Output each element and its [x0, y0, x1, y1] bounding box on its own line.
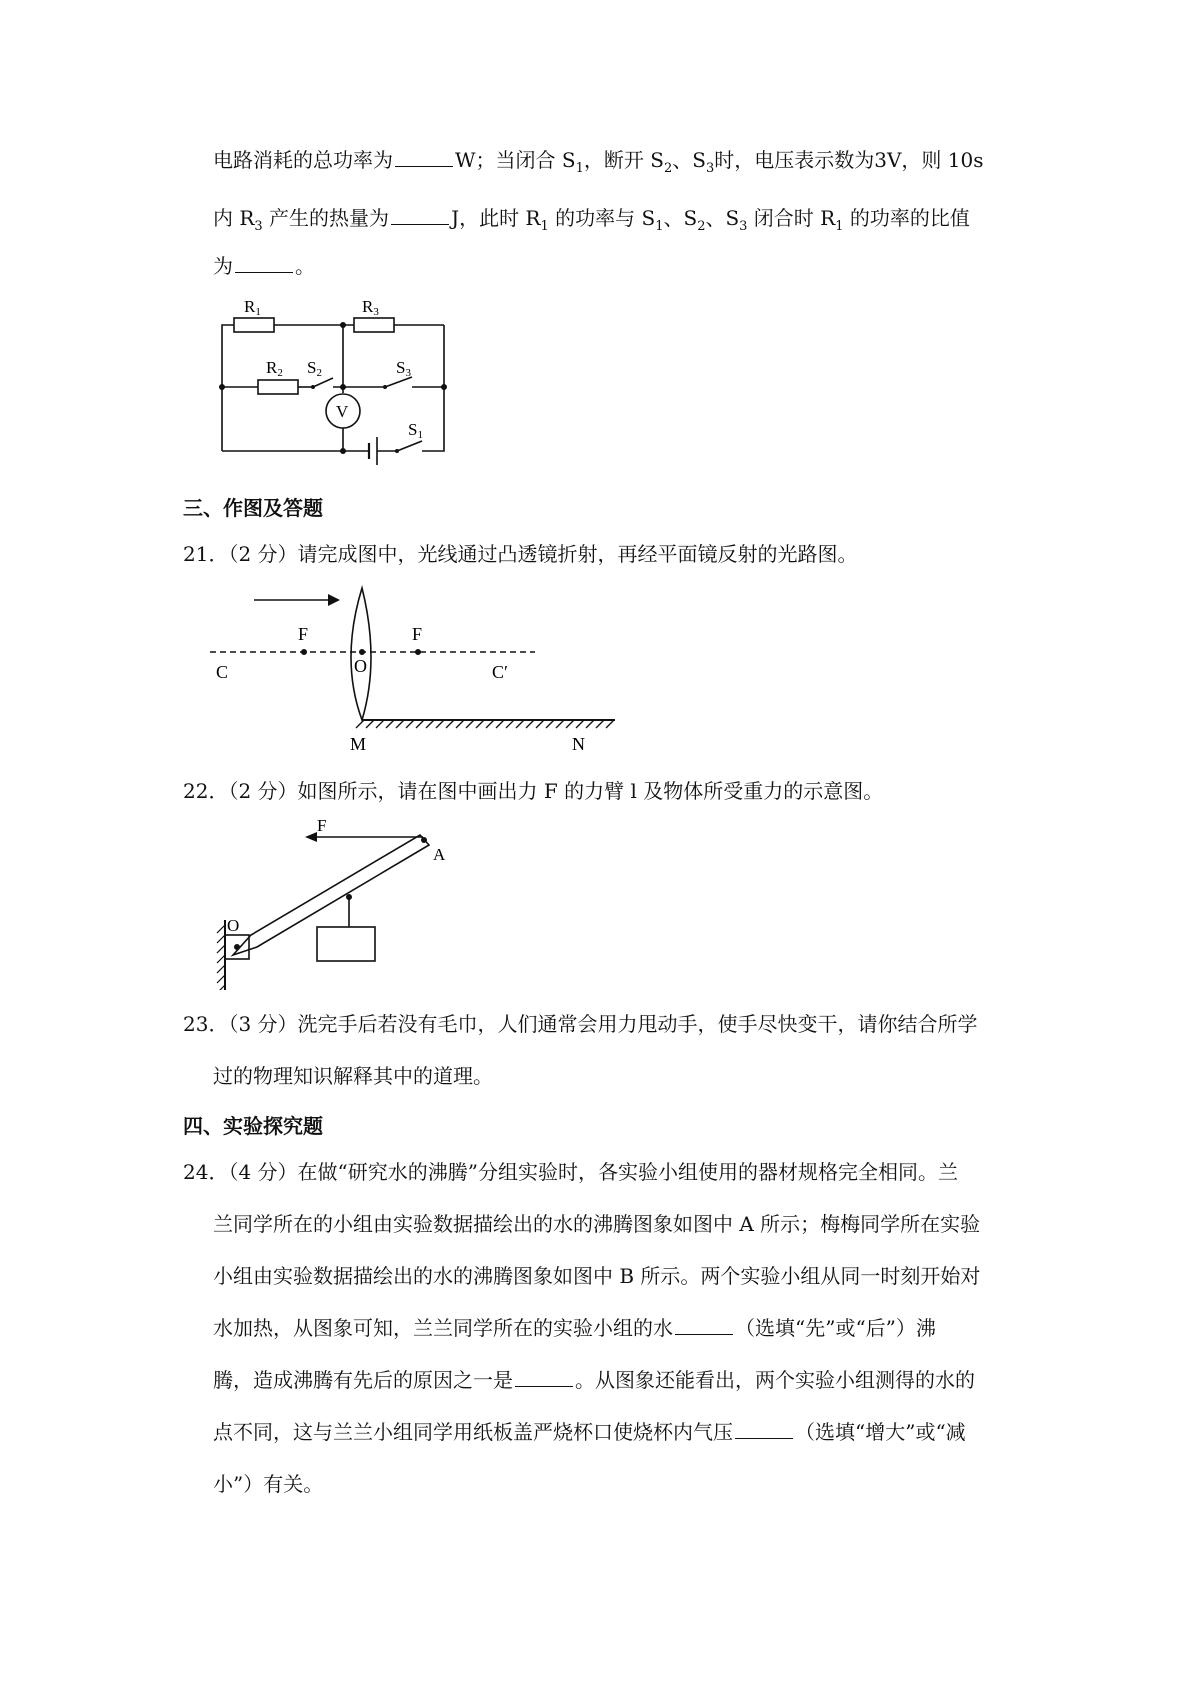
- answer-blank[interactable]: [391, 206, 449, 225]
- label-c: C: [216, 662, 229, 682]
- label-s1: S1: [408, 420, 423, 441]
- label-voltmeter: V: [336, 402, 349, 421]
- label-s3: S3: [396, 358, 411, 379]
- q24-line-7: 小”）有关。: [213, 1472, 324, 1496]
- lever-bar: [233, 835, 429, 955]
- q22-text: 22．（2 分）如图所示，请在图中画出力 F 的力臂 l 及物体所受重力的示意图。: [183, 779, 884, 803]
- section-4-heading: 四、实验探究题: [183, 1114, 323, 1138]
- answer-blank[interactable]: [235, 254, 293, 273]
- switch-s2: [313, 378, 333, 387]
- hanging-block: [317, 927, 375, 961]
- resistor-r2: [258, 380, 298, 394]
- q24-line-6: 点不同，这与兰兰小组同学用纸板盖严烧杯口使烧杯内气压 （选填“增大”或“减: [213, 1420, 966, 1444]
- label-o: O: [227, 916, 240, 935]
- label-r3: R3: [362, 297, 379, 318]
- q24-line-5: 腾，造成沸腾有先后的原因之一是 。从图象还能看出，两个实验小组测得的水的: [213, 1368, 975, 1392]
- q24-line-1: 24．（4 分）在做“研究水的沸腾”分组实验时，各实验小组使用的器材规格完全相同。兰: [183, 1160, 958, 1184]
- label-f-right: F: [412, 624, 423, 644]
- arrow-icon: [328, 594, 340, 606]
- q21-text: 21．（2 分）请完成图中，光线通过凸透镜折射，再经平面镜反射的光路图。: [183, 542, 858, 566]
- q24-line-3: 小组由实验数据描绘出的水的沸腾图象如图中 B 所示。两个实验小组从同一时刻开始对: [213, 1264, 981, 1288]
- answer-blank[interactable]: [735, 1420, 793, 1439]
- label-c-prime: C′: [492, 662, 508, 682]
- label-a: A: [433, 845, 446, 864]
- label-r1: R1: [244, 297, 261, 318]
- q20-line-2: 内 $R_3$ 产生的热量为 J，此时 $R_1$ 的功率与 $S_1$、$S_2$、$S_3$ 闭合时 $R_1$ 的功率的比值: [213, 206, 970, 234]
- label-s2: S2: [307, 358, 322, 379]
- answer-blank[interactable]: [675, 1316, 733, 1335]
- label-r2: R2: [266, 358, 283, 379]
- lever-diagram: [205, 815, 475, 990]
- label-f-left: F: [298, 624, 309, 644]
- label-n: N: [572, 734, 585, 754]
- label-f: F: [317, 816, 327, 835]
- q20-line-3: 为 。: [213, 254, 315, 278]
- q23-line-2: 过的物理知识解释其中的道理。: [213, 1064, 493, 1088]
- q20-line-1: 电路消耗的总功率为 W；当闭合 $S_1$，断开 $S_2$、$S_3$时，电压表示数为3V，则 10s: [213, 148, 984, 176]
- switch-s1: [397, 441, 422, 451]
- circuit-diagram: [200, 285, 480, 470]
- q23-line-1: 23．（3 分）洗完手后若没有毛巾，人们通常会用力甩动手，使手尽快变干，请你结合所学: [183, 1012, 978, 1036]
- label-m: M: [350, 734, 367, 754]
- answer-blank[interactable]: [515, 1368, 573, 1387]
- label-o: O: [354, 656, 367, 676]
- q24-line-2: 兰同学所在的小组由实验数据描绘出的水的沸腾图象如图中 A 所示；梅梅同学所在实验: [213, 1212, 981, 1236]
- answer-blank[interactable]: [395, 148, 453, 167]
- section-3-heading: 三、作图及答题: [183, 496, 323, 520]
- arrow-icon: [305, 832, 317, 842]
- lens-diagram: [210, 580, 630, 755]
- q24-line-4: 水加热，从图象可知，兰兰同学所在的实验小组的水 （选填“先”或“后”）沸: [213, 1316, 936, 1340]
- resistor-r3: [354, 318, 394, 332]
- resistor-r1: [234, 318, 274, 332]
